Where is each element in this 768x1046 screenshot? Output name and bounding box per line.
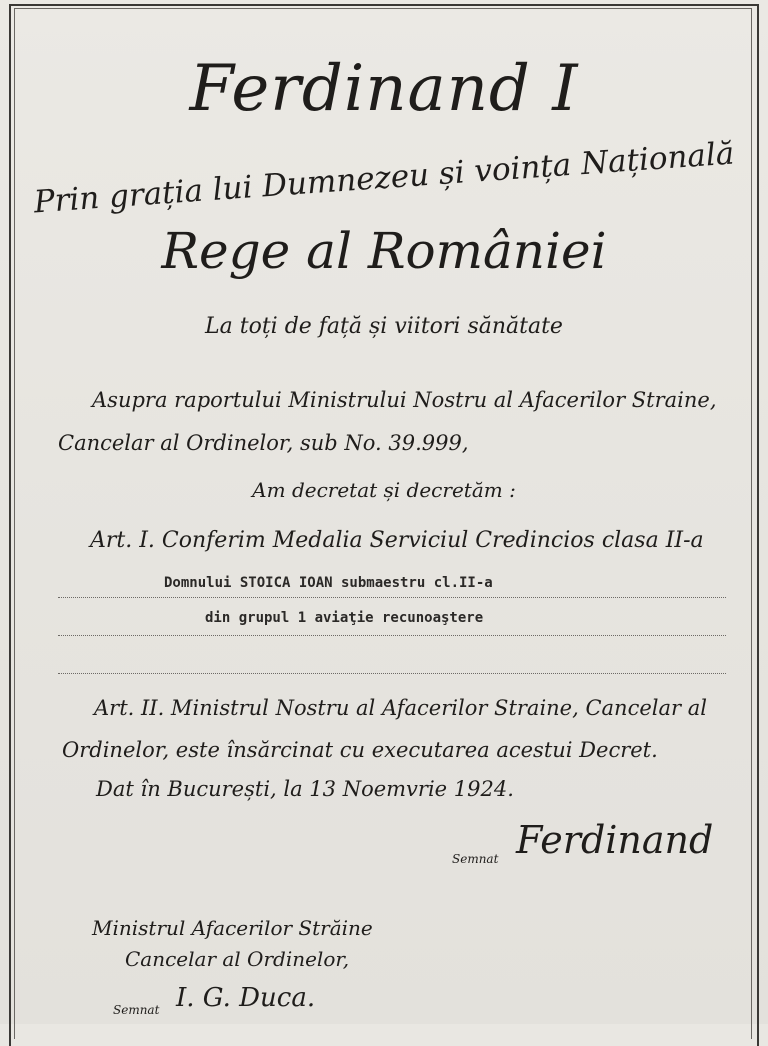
- date-line: Dat în București, la 13 Noemvrie 1924.: [96, 777, 514, 801]
- article-2-line-2: Ordinelor, este însărcinat cu executarea acestui Decret.: [62, 738, 658, 762]
- document-title: Ferdinand I: [189, 52, 579, 126]
- minister-line-1: Ministrul Afacerilor Străine: [92, 916, 373, 940]
- recipient-line-2: din grupul 1 aviaţie recunoaştere: [205, 610, 484, 626]
- signature-1-name: Ferdinand: [516, 818, 714, 862]
- dotted-rule-2: [58, 635, 726, 636]
- document-subtitle: Prin grația lui Dumnezeu și voința Națională: [32, 135, 736, 221]
- dotted-rule-3: [58, 673, 726, 674]
- article-2-line-1: Art. II. Ministrul Nostru al Afacerilor Straine, Cancelar al: [94, 696, 707, 720]
- intro-line-2: Cancelar al Ordinelor, sub No. 39.999,: [58, 431, 469, 455]
- recipient-line-1: Domnului STOICA IOAN submaestru cl.II-a: [164, 575, 493, 591]
- signature-2-label: Semnat: [113, 1003, 160, 1017]
- minister-line-2: Cancelar al Ordinelor,: [125, 947, 350, 971]
- decree-line: Am decretat și decretăm :: [252, 478, 516, 502]
- signature-1-label: Semnat: [452, 852, 499, 866]
- article-1: Art. I. Conferim Medalia Serviciul Credincios clasa II-a: [90, 528, 704, 553]
- dotted-rule-1: [58, 597, 726, 598]
- intro-line-1: Asupra raportului Ministrului Nostru al Afacerilor Straine,: [92, 388, 717, 412]
- signature-2-name: I. G. Duca.: [176, 983, 316, 1013]
- greeting-line: La toți de față și viitori sănătate: [205, 314, 563, 339]
- king-title: Rege al României: [161, 222, 607, 280]
